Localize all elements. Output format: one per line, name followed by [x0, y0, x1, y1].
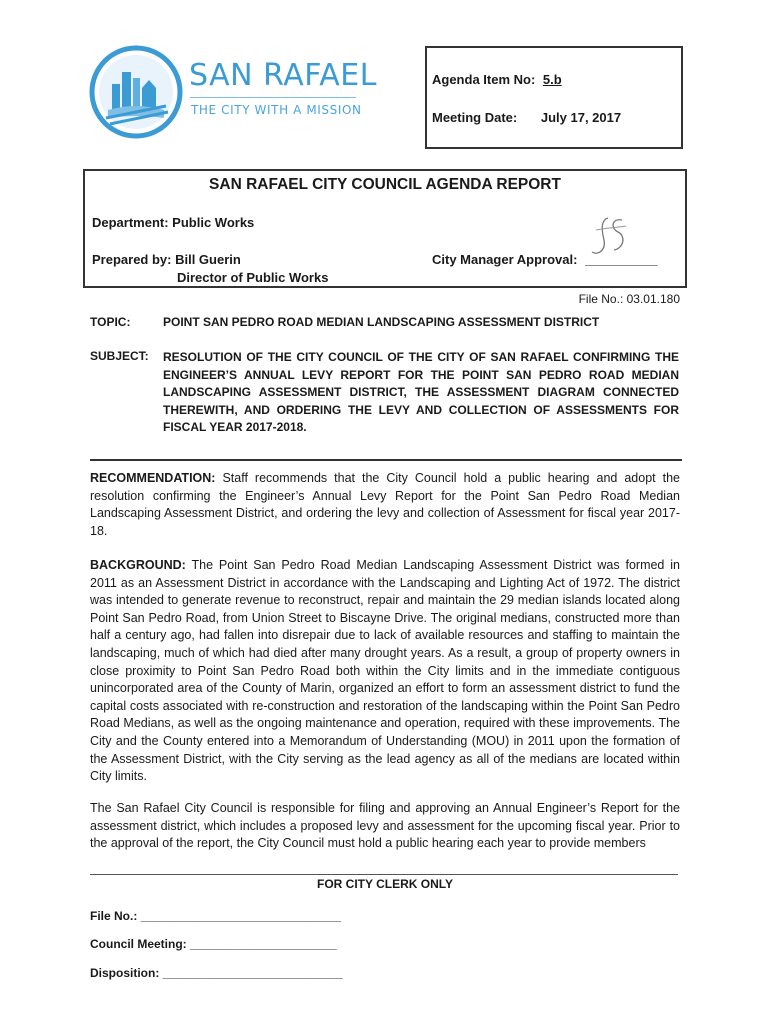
background-label: BACKGROUND:: [90, 558, 186, 572]
report-title: SAN RAFAEL CITY COUNCIL AGENDA REPORT: [209, 176, 561, 193]
agenda-info-box: [425, 46, 683, 149]
logo-divider: [190, 97, 356, 98]
logo-tagline: THE CITY WITH A MISSION: [191, 103, 362, 117]
background-text: The Point San Pedro Road Median Landscaping Assessment District was formed in 2011 as an Assessment District in accordance with the Landscaping and Lighting Act of 1972. The district was intended to generate revenue to reconstruct, repair and maintain the 29 median islands located along Point San Pedro Road, from Union Street to Biscayne Drive. The original medians, constructed more than half a century ago, had fallen into disrepair due to lack of available resources and staffing to maintain the landscaping, much of which had died after many drought years. As a result, a group of property owners in close proximity to Point San Pedro Road both within the City limits and in the immediate contiguous unincorporated area of the County of Marin, organized an effort to form an assessment district to fund the capital costs associated with re-construction and restoration of the landscaping within the Point San Pedro Road Medians, as well as the ongoing maintenance and operation, required with these improvements. The City and the County entered into a Memorandum of Understanding (MOU) in 2011 upon the formation of the Assessment District, with the City serving as the lead agency as all of the medians are located within City limits.: [90, 558, 680, 784]
prepared-by: Prepared by: Bill Guerin: [92, 252, 241, 267]
subject-label: SUBJECT:: [90, 349, 149, 363]
recommendation-text: Staff recommends that the City Council hold a public hearing and adopt the resolution confirming the Engineer’s Annual Levy Report for the Point San Pedro Road Median Landscaping Assessment District, and ordering the levy and collection of Assessment for fiscal year 2017-18.: [90, 471, 680, 538]
topic-label: TOPIC:: [90, 315, 131, 329]
agenda-item-value: 5.b: [542, 72, 562, 87]
clerk-file-no: File No.: ______________________________: [90, 909, 341, 923]
manager-signature-icon: [588, 214, 630, 260]
council-paragraph: The San Rafael City Council is responsible for filing and approving an Annual Engineer’s Report for the assessment district, which includes a proposed levy and assessment for the upcoming fiscal year. Prior to the approval of the report, the City Council must hold a public hearing each year to provide members: [90, 801, 680, 851]
clerk-divider: [90, 874, 678, 875]
logo-title: SAN RAFAEL: [189, 58, 377, 93]
agenda-item-row: [432, 72, 562, 87]
agenda-item-label: Agenda Item No:: [432, 72, 536, 87]
section-divider: [90, 459, 682, 461]
clerk-council-meeting: Council Meeting: ______________________: [90, 937, 337, 951]
department: Department: Public Works: [92, 215, 255, 230]
meeting-date-value: July 17, 2017: [540, 110, 622, 125]
file-number: File No.: 03.01.180: [578, 292, 680, 306]
meeting-date-row: [432, 110, 621, 125]
subject-text: RESOLUTION OF THE CITY COUNCIL OF THE CITY OF SAN RAFAEL CONFIRMING THE ENGINEER’S ANNUAL LEVY REPORT FOR THE POINT SAN PEDRO ROAD MEDIAN LANDSCAPING ASSESSMENT DISTRICT, THE ASSESSMENT DIAGRAM CONNECTED THEREWITH, AND ORDERING THE LEVY AND COLLECTION OF ASSESSMENTS FOR FISCAL YEAR 2017-2018.: [163, 350, 679, 435]
city-seal-icon: [88, 44, 184, 140]
approval-label: City Manager Approval:: [432, 252, 578, 267]
prepared-by-title: Director of Public Works: [177, 270, 329, 285]
approval-line: __________: [585, 252, 658, 267]
recommendation-paragraph: [90, 470, 680, 540]
clerk-disposition: Disposition: ___________________________: [90, 966, 343, 980]
clerk-title: FOR CITY CLERK ONLY: [316, 877, 453, 891]
meeting-date-label: Meeting Date:: [432, 110, 518, 125]
recommendation-label: RECOMMENDATION:: [90, 471, 216, 485]
topic-text: POINT SAN PEDRO ROAD MEDIAN LANDSCAPING ASSESSMENT DISTRICT: [163, 315, 600, 329]
background-paragraph: [90, 557, 680, 786]
